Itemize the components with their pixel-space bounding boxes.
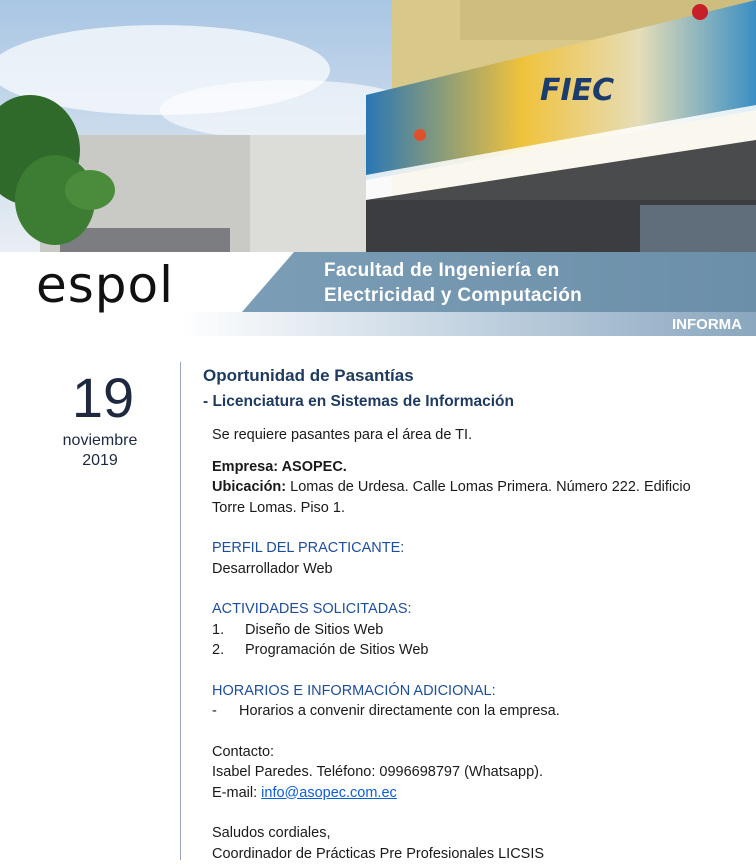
profile-value: Desarrollador Web — [212, 559, 732, 580]
schedule-text: Horarios a convenir directamente con la empresa. — [239, 701, 560, 722]
faculty-line-1: Facultad de Ingeniería en — [324, 258, 582, 283]
email-label: E-mail: — [212, 785, 261, 801]
list-bullet: - — [212, 701, 239, 722]
date-year: 2019 — [40, 451, 160, 471]
fiec-sign: FIEC — [540, 73, 614, 108]
announcement-subtitle: - Licenciatura en Sistemas de Información — [203, 393, 514, 411]
list-number: 1. — [212, 620, 245, 641]
signature-text: Coordinador de Prácticas Pre Profesionales LICSIS — [212, 844, 732, 864]
list-text: Diseño de Sitios Web — [245, 620, 383, 641]
location-line-1: Lomas de Urdesa. Calle Lomas Primera. Número 222. Edificio — [286, 479, 691, 495]
list-number: 2. — [212, 640, 245, 661]
location-line — [212, 477, 732, 498]
intro-text: Se requiere pasantes para el área de TI. — [212, 425, 732, 446]
list-item — [212, 620, 732, 641]
faculty-name — [324, 258, 582, 308]
vertical-divider — [180, 362, 181, 860]
espol-logo: espol — [36, 258, 174, 312]
contact-label: Contacto: — [212, 742, 732, 763]
company-line — [212, 457, 732, 478]
date-day: 19 — [68, 366, 138, 430]
announcement-title: Oportunidad de Pasantías — [203, 366, 414, 386]
location-label: Ubicación: — [212, 479, 286, 495]
building-illustration — [0, 0, 756, 252]
announcement-body — [212, 425, 732, 864]
list-text: Programación de Sitios Web — [245, 640, 429, 661]
list-item — [212, 640, 732, 661]
activities-title: ACTIVIDADES SOLICITADAS: — [212, 599, 732, 620]
schedule-title: HORARIOS E INFORMACIÓN ADICIONAL: — [212, 681, 732, 702]
faculty-line-2: Electricidad y Computación — [324, 283, 582, 308]
contact-person: Isabel Paredes. Teléfono: 0996698797 (Whatsapp). — [212, 762, 732, 783]
email-line — [212, 783, 732, 804]
hero-building-photo — [0, 0, 756, 252]
date-month: noviembre — [40, 431, 160, 451]
location-line-2: Torre Lomas. Piso 1. — [212, 498, 732, 519]
email-link[interactable]: info@asopec.com.ec — [261, 785, 397, 801]
profile-title: PERFIL DEL PRACTICANTE: — [212, 538, 732, 559]
informa-label: INFORMA — [672, 316, 742, 333]
company-label: Empresa: ASOPEC. — [212, 459, 347, 475]
list-item — [212, 701, 732, 722]
closing-text: Saludos cordiales, — [212, 823, 732, 844]
